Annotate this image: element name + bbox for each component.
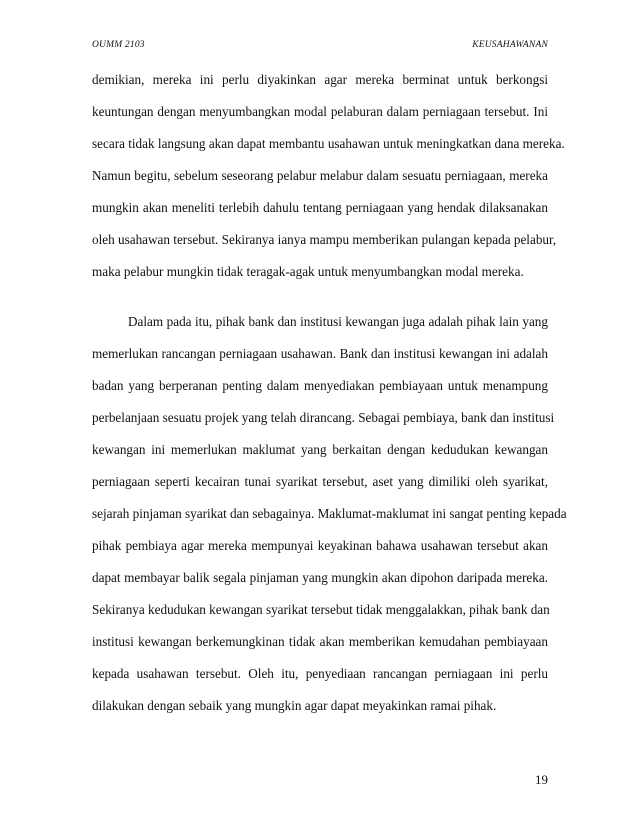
text-line: oleh usahawan tersebut. Sekiranya ianya mampu memberikan pulangan kepada pelabur,: [92, 232, 557, 247]
page-number: 19: [535, 772, 548, 787]
text-line: perbelanjaan sesuatu projek yang telah dirancang. Sebagai pembiaya, bank dan institusi: [92, 410, 555, 425]
text-line: demikian, mereka ini perlu diyakinkan agar mereka berminat untuk berkongsi: [92, 72, 548, 87]
text-line: badan yang berperanan penting dalam menyediakan pembiayaan untuk menampung: [92, 378, 548, 393]
text-line: sejarah pinjaman syarikat dan sebagainya. Maklumat-maklumat ini sangat penting kepada: [92, 506, 567, 521]
text-line: memerlukan rancangan perniagaan usahawan. Bank dan institusi kewangan ini adalah: [92, 346, 548, 361]
text-line: kewangan ini memerlukan maklumat yang berkaitan dengan kedudukan kewangan: [92, 442, 548, 457]
running-header: [92, 40, 548, 50]
text-line: mungkin akan meneliti terlebih dahulu tentang perniagaan yang hendak dilaksanakan: [92, 200, 548, 215]
text-line: perniagaan seperti kecairan tunai syarikat tersebut, aset yang dimiliki oleh syarikat,: [92, 474, 548, 489]
text-line: Sekiranya kedudukan kewangan syarikat tersebut tidak menggalakkan, pihak bank dan: [92, 602, 550, 617]
text-line: institusi kewangan berkemungkinan tidak akan memberikan kemudahan pembiayaan: [92, 634, 548, 649]
text-line: dilakukan dengan sebaik yang mungkin agar dapat meyakinkan ramai pihak.: [92, 698, 497, 713]
text-line: Namun begitu, sebelum seseorang pelabur melabur dalam sesuatu perniagaan, mereka: [92, 168, 548, 183]
text-line: maka pelabur mungkin tidak teragak-agak untuk menyumbangkan modal mereka.: [92, 264, 524, 279]
header-course-code: OUMM 2103: [92, 40, 145, 50]
text-line: pihak pembiaya agar mereka mempunyai keyakinan bahawa usahawan tersebut akan: [92, 538, 548, 553]
text-line: dapat membayar balik segala pinjaman yang mungkin akan dipohon daripada mereka.: [92, 570, 548, 585]
text-line: keuntungan dengan menyumbangkan modal pelaburan dalam perniagaan tersebut. Ini: [92, 104, 548, 119]
text-line: Dalam pada itu, pihak bank dan institusi kewangan juga adalah pihak lain yang: [128, 314, 548, 329]
text-line: secara tidak langsung akan dapat membantu usahawan untuk meningkatkan dana mereka.: [92, 136, 565, 151]
text-line: kepada usahawan tersebut. Oleh itu, penyediaan rancangan perniagaan ini perlu: [92, 666, 548, 681]
header-course-title: KEUSAHAWANAN: [472, 40, 548, 50]
